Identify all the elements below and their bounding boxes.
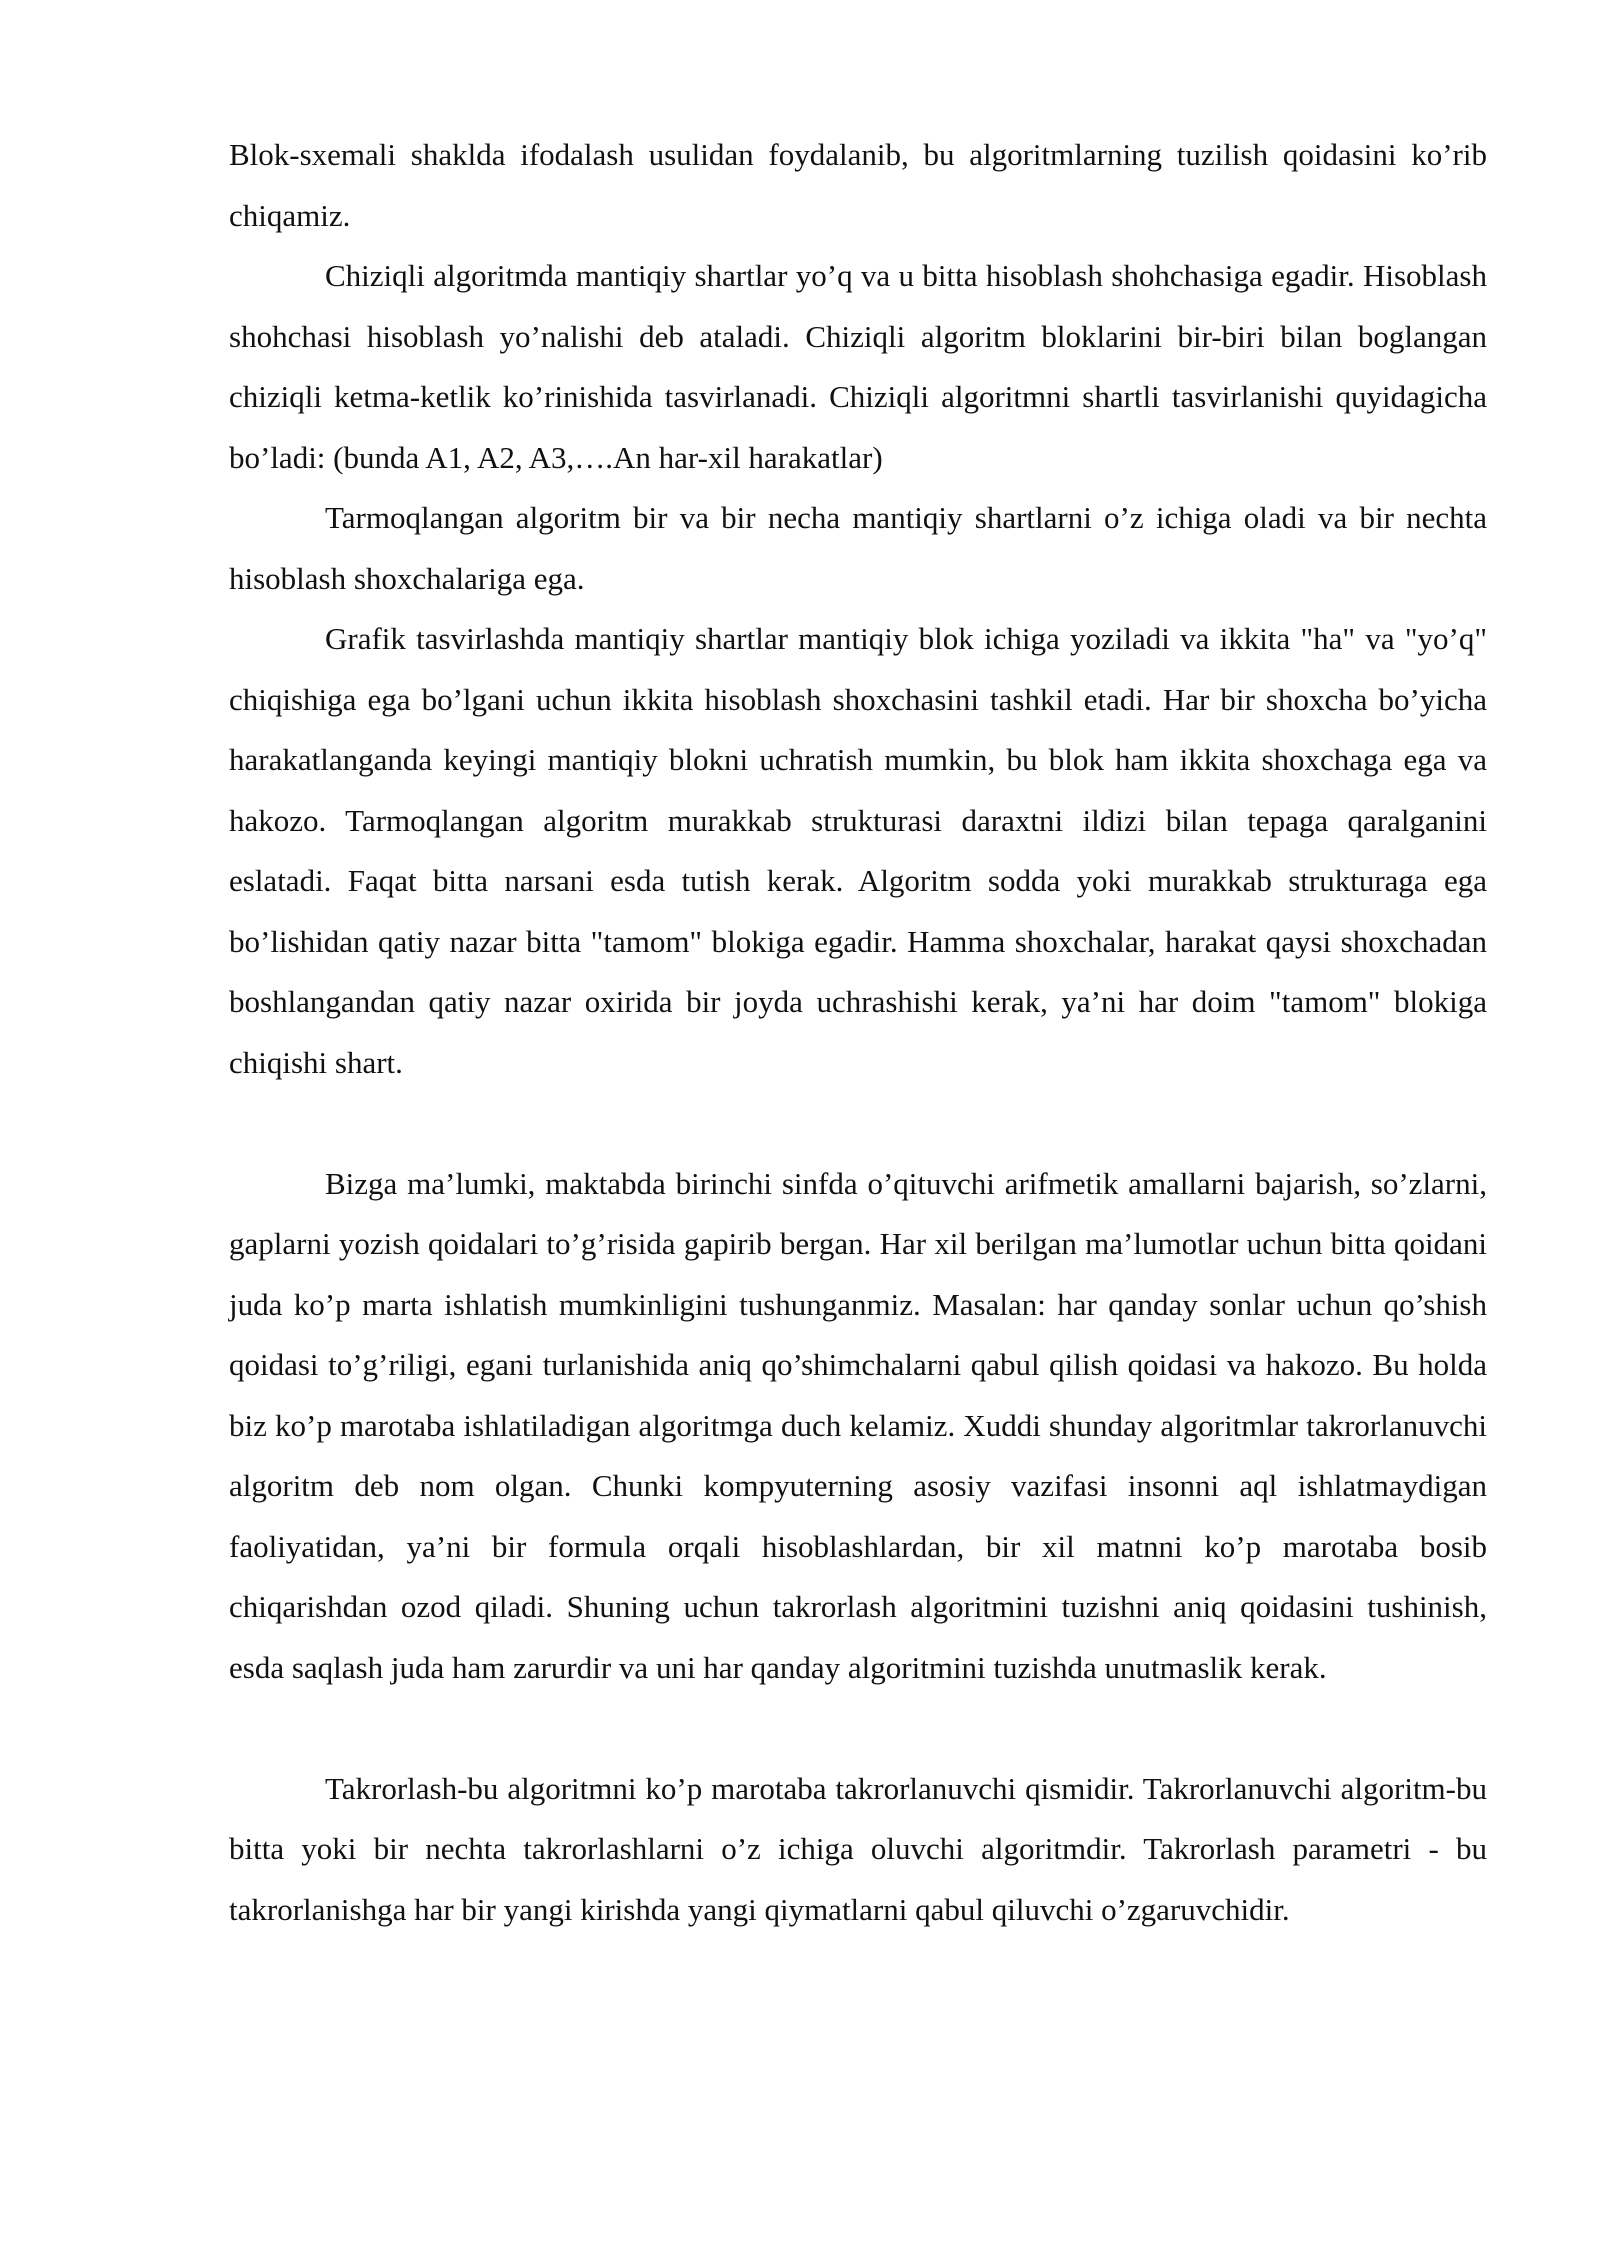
document-page [229, 125, 1487, 1940]
paragraph-school-example: Bizga ma’lumki, maktabda birinchi sinfda o’qituvchi arifmetik amallarni bajarish, so’zlarni, gaplarni yozish qoidalari to’g’risida gapirib bergan. Har xil berilgan ma’lumotlar uchun bitta qoidani juda ko’p marta ishlatish mumkinligini tushunganmiz. Masalan: har qanday sonlar uchun qo’shish qoidasi to’g’riligi, egani turlanishida aniq qo’shimchalarni qabul qilish qoidasi va hakozo. Bu holda biz ko’p marotaba ishlatiladigan algoritmga duch kelamiz. Xuddi shunday algoritmlar takrorlanuvchi algoritm deb nom olgan. Chunki kompyuterning asosiy vazifasi insonni aql ishlatmaydigan faoliyatidan, ya’ni bir formula orqali hisoblashlardan, bir xil matnni ko’p marotaba bosib chiqarishdan ozod qiladi. Shuning uchun takrorlash algoritmini tuzishni aniq qoidasini tushinish, esda saqlash juda ham zarurdir va uni har qanday algoritmini tuzishda unutmaslik kerak. [229, 1165, 1487, 1685]
paragraph-intro: Blok-sxemali shaklda ifodalash usulidan foydalanib, bu algoritmlarning tuzilish qoidasini ko’rib chiqamiz. [229, 137, 1487, 233]
paragraph-spacer [229, 1698, 1487, 1759]
paragraph-spacer [229, 1093, 1487, 1154]
paragraph-loop-definition: Takrorlash-bu algoritmni ko’p marotaba takrorlanuvchi qismidir. Takrorlanuvchi algoritm-bu bitta yoki bir nechta takrorlashlarni o’z ichiga oluvchi algoritmdir. Takrorlash parametri - bu takrorlanishga har bir yangi kirishda yangi qiymatlarni qabul qiluvchi o’zgaruvchidir. [229, 1770, 1487, 1927]
paragraph-graphic-representation: Grafik tasvirlashda mantiqiy shartlar mantiqiy blok ichiga yoziladi va ikkita "ha" va "yo’q" chiqishiga ega bo’lgani uchun ikkita hisoblash shoxchasini tashkil etadi. Har bir shoxcha bo’yicha harakatlanganda keyingi mantiqiy blokni uchratish mumkin, bu blok ham ikkita shoxchaga ega va hakozo. Tarmoqlangan algoritm murakkab strukturasi daraxtni ildizi bilan tepaga qaralganini eslatadi. Faqat bitta narsani esda tutish kerak. Algoritm sodda yoki murakkab strukturaga ega bo’lishidan qatiy nazar bitta "tamom" blokiga egadir. Hamma shoxchalar, harakat qaysi shoxchadan boshlangandan qatiy nazar oxirida bir joyda uchrashishi kerak, ya’ni har doim "tamom" blokiga chiqishi shart. [229, 621, 1487, 1080]
paragraph-linear-algorithm: Chiziqli algoritmda mantiqiy shartlar yo’q va u bitta hisoblash shohchasiga egadir. Hisoblash shohchasi hisoblash yo’nalishi deb ataladi. Chiziqli algoritm bloklarini bir-biri bilan boglangan chiziqli ketma-ketlik ko’rinishida tasvirlanadi. Chiziqli algoritmni shartli tasvirlanishi quyidagicha bo’ladi: (bunda A1, A2, A3,….An har-xil harakatlar) [229, 258, 1487, 475]
paragraph-branching-algorithm: Tarmoqlangan algoritm bir va bir necha mantiqiy shartlarni o’z ichiga oladi va bir nechta hisoblash shoxchalariga ega. [229, 500, 1487, 596]
